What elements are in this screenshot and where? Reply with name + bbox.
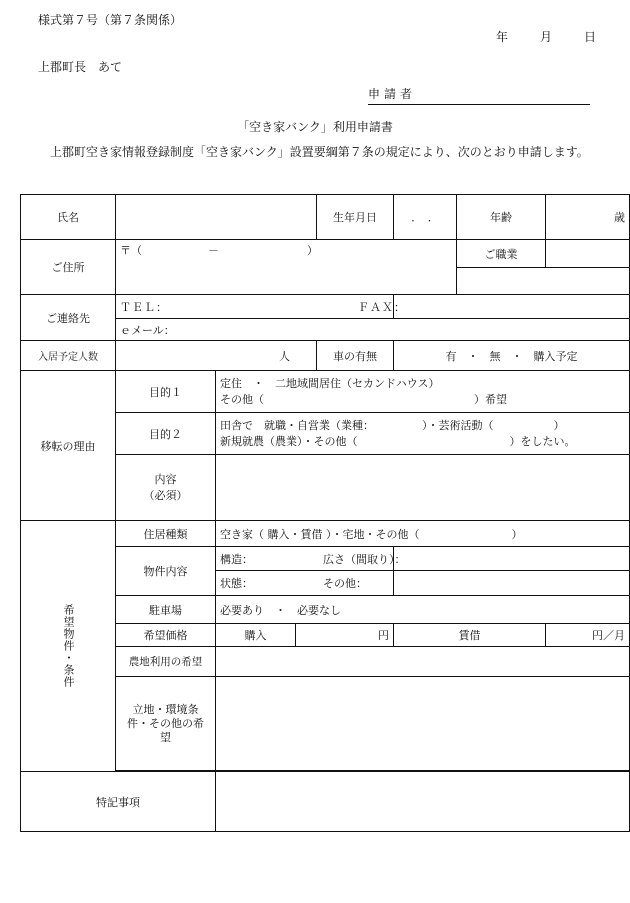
notes-field[interactable] bbox=[216, 772, 630, 832]
occupation-label: ご職業 bbox=[457, 240, 546, 268]
purpose1-options: 定住 ・ 二地域間居住（セカンドハウス） bbox=[220, 376, 440, 390]
purpose2-label: 目的２ bbox=[116, 413, 216, 455]
reason-label: 移転の理由 bbox=[21, 371, 116, 521]
form-number: 様式第７号（第７条関係） bbox=[38, 13, 183, 27]
housing-type-label: 住居種類 bbox=[116, 521, 216, 547]
contact-row bbox=[21, 295, 630, 319]
parking-options[interactable]: 必要あり ・ 必要なし bbox=[216, 596, 630, 624]
address-label: ご住所 bbox=[21, 240, 116, 295]
area-field[interactable]: 広さ（間取り）： bbox=[394, 547, 630, 571]
parking-label: 駐車場 bbox=[116, 596, 216, 624]
purpose2-line1: 田舎で 就職・自営業（業種： ）・芸術活動（ ） bbox=[220, 418, 565, 432]
address-row bbox=[21, 240, 630, 268]
application-form-table bbox=[20, 194, 630, 832]
rent-price-field[interactable]: 円／月 bbox=[546, 624, 630, 647]
residents-unit: 人 bbox=[279, 349, 290, 363]
tel-label: ＴＥＬ： bbox=[120, 300, 168, 314]
fax-label: ＦＡＸ： bbox=[358, 300, 406, 314]
farmland-label: 農地利用の希望 bbox=[116, 647, 216, 677]
rent-label: 賃借 bbox=[394, 624, 546, 647]
name-label: 氏名 bbox=[21, 195, 116, 240]
structure-field[interactable]: 構造： bbox=[216, 547, 394, 571]
name-row bbox=[21, 195, 630, 240]
addressee: 上郡町長 あて bbox=[38, 60, 123, 74]
birthdate-label: 生年月日 bbox=[317, 195, 394, 240]
email-field[interactable] bbox=[116, 319, 630, 341]
purpose2-field[interactable] bbox=[216, 413, 630, 455]
condition-field[interactable]: 状態： bbox=[216, 571, 394, 596]
age-unit: 歳 bbox=[614, 211, 625, 224]
date-fields bbox=[496, 28, 596, 45]
date-month-label: 月 bbox=[539, 30, 552, 44]
content-label: 内容 （必須） bbox=[116, 455, 216, 521]
content-field[interactable] bbox=[216, 455, 630, 521]
property-label: 希望物件・条件 bbox=[21, 521, 116, 772]
name-field[interactable] bbox=[116, 195, 317, 240]
residents-row bbox=[21, 341, 630, 371]
age-label: 年齢 bbox=[457, 195, 546, 240]
location-label: 立地・環境条件・その他の希望 bbox=[116, 677, 216, 771]
housing-type-field[interactable]: 空き家（ 購入・賃借 ）・宅地・その他（ ） bbox=[216, 521, 630, 547]
occupation-field[interactable] bbox=[546, 240, 630, 268]
contact-label: ご連絡先 bbox=[21, 295, 116, 341]
car-options[interactable]: 有 ・ 無 ・ 購入予定 bbox=[394, 341, 630, 371]
date-day-label: 日 bbox=[583, 30, 596, 44]
purchase-price-field[interactable]: 円 bbox=[296, 624, 394, 647]
car-label: 車の有無 bbox=[317, 341, 394, 371]
price-label: 希望価格 bbox=[116, 624, 216, 647]
purpose1-row bbox=[21, 371, 630, 413]
other-field[interactable]: その他： bbox=[394, 571, 630, 596]
residents-field[interactable] bbox=[116, 341, 317, 371]
birthdate-field[interactable]: ． ． bbox=[394, 195, 457, 240]
form-title: 「空き家バンク」利用申請書 bbox=[237, 120, 393, 134]
notes-row bbox=[21, 772, 630, 832]
purchase-label: 購入 bbox=[216, 624, 296, 647]
purpose1-field[interactable] bbox=[216, 371, 630, 413]
farmland-field[interactable] bbox=[216, 647, 630, 677]
intro-text: 上郡町空き家情報登録制度「空き家バンク」設置要綱第７条の規定により、次のとおり申請します。 bbox=[50, 145, 589, 159]
purpose2-line2: 新規就農（農業）・その他（ ）をしたい。 bbox=[220, 434, 576, 448]
purpose1-label: 目的１ bbox=[116, 371, 216, 413]
notes-label: 特記事項 bbox=[21, 772, 216, 832]
address-field[interactable] bbox=[116, 240, 457, 295]
tel-field[interactable] bbox=[116, 295, 394, 319]
details-label: 物件内容 bbox=[116, 547, 216, 596]
residents-label: 入居予定人数 bbox=[21, 341, 116, 371]
date-year-label: 年 bbox=[496, 30, 509, 44]
email-label: ｅメール： bbox=[120, 323, 175, 337]
age-field[interactable] bbox=[546, 195, 630, 240]
address-field-cont[interactable] bbox=[457, 268, 630, 295]
fax-field[interactable] bbox=[358, 295, 630, 319]
applicant-signature-line[interactable]: 申請者 bbox=[368, 85, 590, 105]
purpose1-other: その他（ ）希望 bbox=[220, 392, 507, 406]
location-field[interactable] bbox=[216, 677, 630, 771]
postal-code-template: 〒（ － ） bbox=[120, 244, 318, 257]
housing-type-row bbox=[21, 521, 630, 547]
